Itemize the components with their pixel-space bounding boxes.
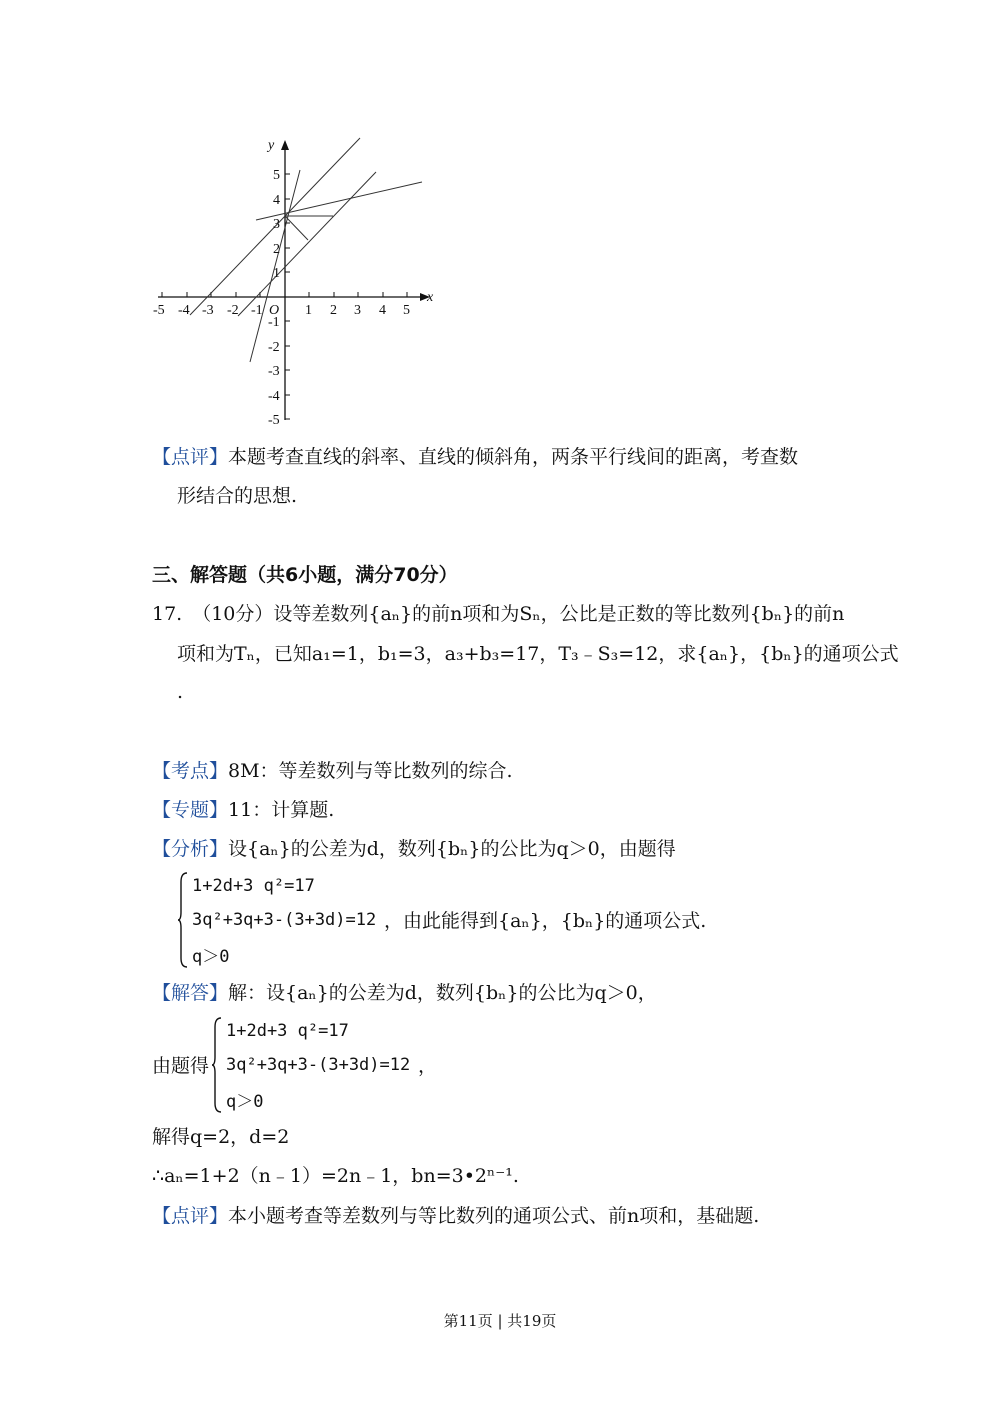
section-title: 三、解答题（共6小题，满分70分） xyxy=(152,564,458,586)
y-axis-label: y xyxy=(268,138,275,153)
y-tick-label: -2 xyxy=(268,340,280,355)
y-tick-label: 1 xyxy=(273,266,280,281)
kaodian xyxy=(152,759,513,783)
x-tick-label: -5 xyxy=(153,303,165,318)
y-tick-label: 3 xyxy=(273,217,280,232)
y-tick-label: 5 xyxy=(273,168,280,183)
x-tick-label: 2 xyxy=(330,303,337,318)
zhuanti-tag: 【专题】 xyxy=(152,799,229,821)
y-tick-label: -5 xyxy=(268,413,280,428)
x-tick-label: -4 xyxy=(178,303,190,318)
jieda-tag: 【解答】 xyxy=(152,982,229,1004)
review2-tag: 【点评】 xyxy=(152,1205,229,1227)
left-brace-icon xyxy=(212,1017,222,1113)
fenxi-tag: 【分析】 xyxy=(152,838,229,860)
kaodian-tag: 【考点】 xyxy=(152,760,229,782)
jieda-prefix: 由题得 xyxy=(152,1055,210,1077)
left-brace-icon xyxy=(178,872,188,968)
question-text: （10分）设等差数列{aₙ}的前n项和为Sₙ，公比是正数的等比数列{bₙ}的前n xyxy=(192,603,845,625)
x-tick-label: -2 xyxy=(227,303,239,318)
y-tick-label: -1 xyxy=(268,315,280,330)
y-axis-arrow xyxy=(281,140,289,150)
y-tick-label: -3 xyxy=(268,364,280,379)
review1-line1 xyxy=(152,445,798,469)
equation-row: q＞0 xyxy=(226,1092,264,1112)
review2-text: 本小题考查等差数列与等比数列的通项公式、前n项和，基础题. xyxy=(228,1205,760,1227)
x-tick-label: -3 xyxy=(202,303,214,318)
coordinate-graph xyxy=(150,130,450,430)
x-tick-label: 3 xyxy=(354,303,361,318)
y-tick-label: 4 xyxy=(273,193,280,208)
x-axis-label: x xyxy=(427,290,434,305)
fenxi xyxy=(152,837,676,861)
equation-row: 1+2d+3 q²=17 xyxy=(192,876,315,896)
origin-label: O xyxy=(269,303,280,318)
fenxi-after: ，由此能得到{aₙ}，{bₙ}的通项公式. xyxy=(384,910,707,932)
x-tick-label: 4 xyxy=(379,303,386,318)
review-text: 本题考查直线的斜率、直线的倾斜角，两条平行线间的距离，考查数 xyxy=(228,446,799,468)
line-shallow xyxy=(256,182,422,220)
x-tick-label: 5 xyxy=(403,303,410,318)
jieda-solve: 解得q=2，d=2 xyxy=(152,1126,290,1148)
fenxi-text: 设{aₙ}的公差为d，数列{bₙ}的公比为q＞0，由题得 xyxy=(228,838,676,860)
equation-row: 1+2d+3 q²=17 xyxy=(226,1021,349,1041)
x-tick-label: 1 xyxy=(305,303,312,318)
review2 xyxy=(152,1204,759,1228)
x-tick-labels xyxy=(153,303,410,318)
equation-row: q＞0 xyxy=(192,947,230,967)
zhuanti-text: 11：计算题. xyxy=(228,799,335,821)
kaodian-text: 8M：等差数列与等比数列的综合. xyxy=(228,760,513,782)
y-tick-label: -4 xyxy=(268,389,280,404)
review1-line2: 形结合的思想. xyxy=(177,485,298,507)
question-17-line1 xyxy=(152,602,844,626)
graph-lines xyxy=(190,138,422,362)
equation-row: 3q²+3q+3-(3+3d)=12 xyxy=(192,910,377,930)
y-tick-labels xyxy=(268,168,280,428)
page-footer: 第11页 | 共19页 xyxy=(443,1312,557,1330)
x-tick-label: -1 xyxy=(251,303,263,318)
zhuanti xyxy=(152,798,334,822)
perpendicular-segment xyxy=(285,216,308,240)
jieda-equation-system xyxy=(212,1017,412,1113)
jieda-after: ， xyxy=(418,1055,438,1077)
review-tag: 【点评】 xyxy=(152,446,229,468)
fenxi-equation-system xyxy=(178,872,378,968)
question-17-line3: . xyxy=(177,681,184,703)
y-tick-label: 2 xyxy=(273,242,280,257)
jieda xyxy=(152,981,657,1005)
jieda-result: ∴aₙ=1+2（n﹣1）=2n﹣1，bn=3•2ⁿ⁻¹. xyxy=(152,1165,519,1187)
question-17-line2: 项和为Tₙ，已知a₁=1，b₁=3，a₃+b₃=17，T₃﹣S₃=12，求{aₙ}，{bₙ}的通项公式 xyxy=(177,643,899,665)
jieda-text: 解：设{aₙ}的公差为d，数列{bₙ}的公比为q＞0， xyxy=(228,982,657,1004)
question-number: 17. xyxy=(152,603,183,625)
equation-row: 3q²+3q+3-(3+3d)=12 xyxy=(226,1055,411,1075)
